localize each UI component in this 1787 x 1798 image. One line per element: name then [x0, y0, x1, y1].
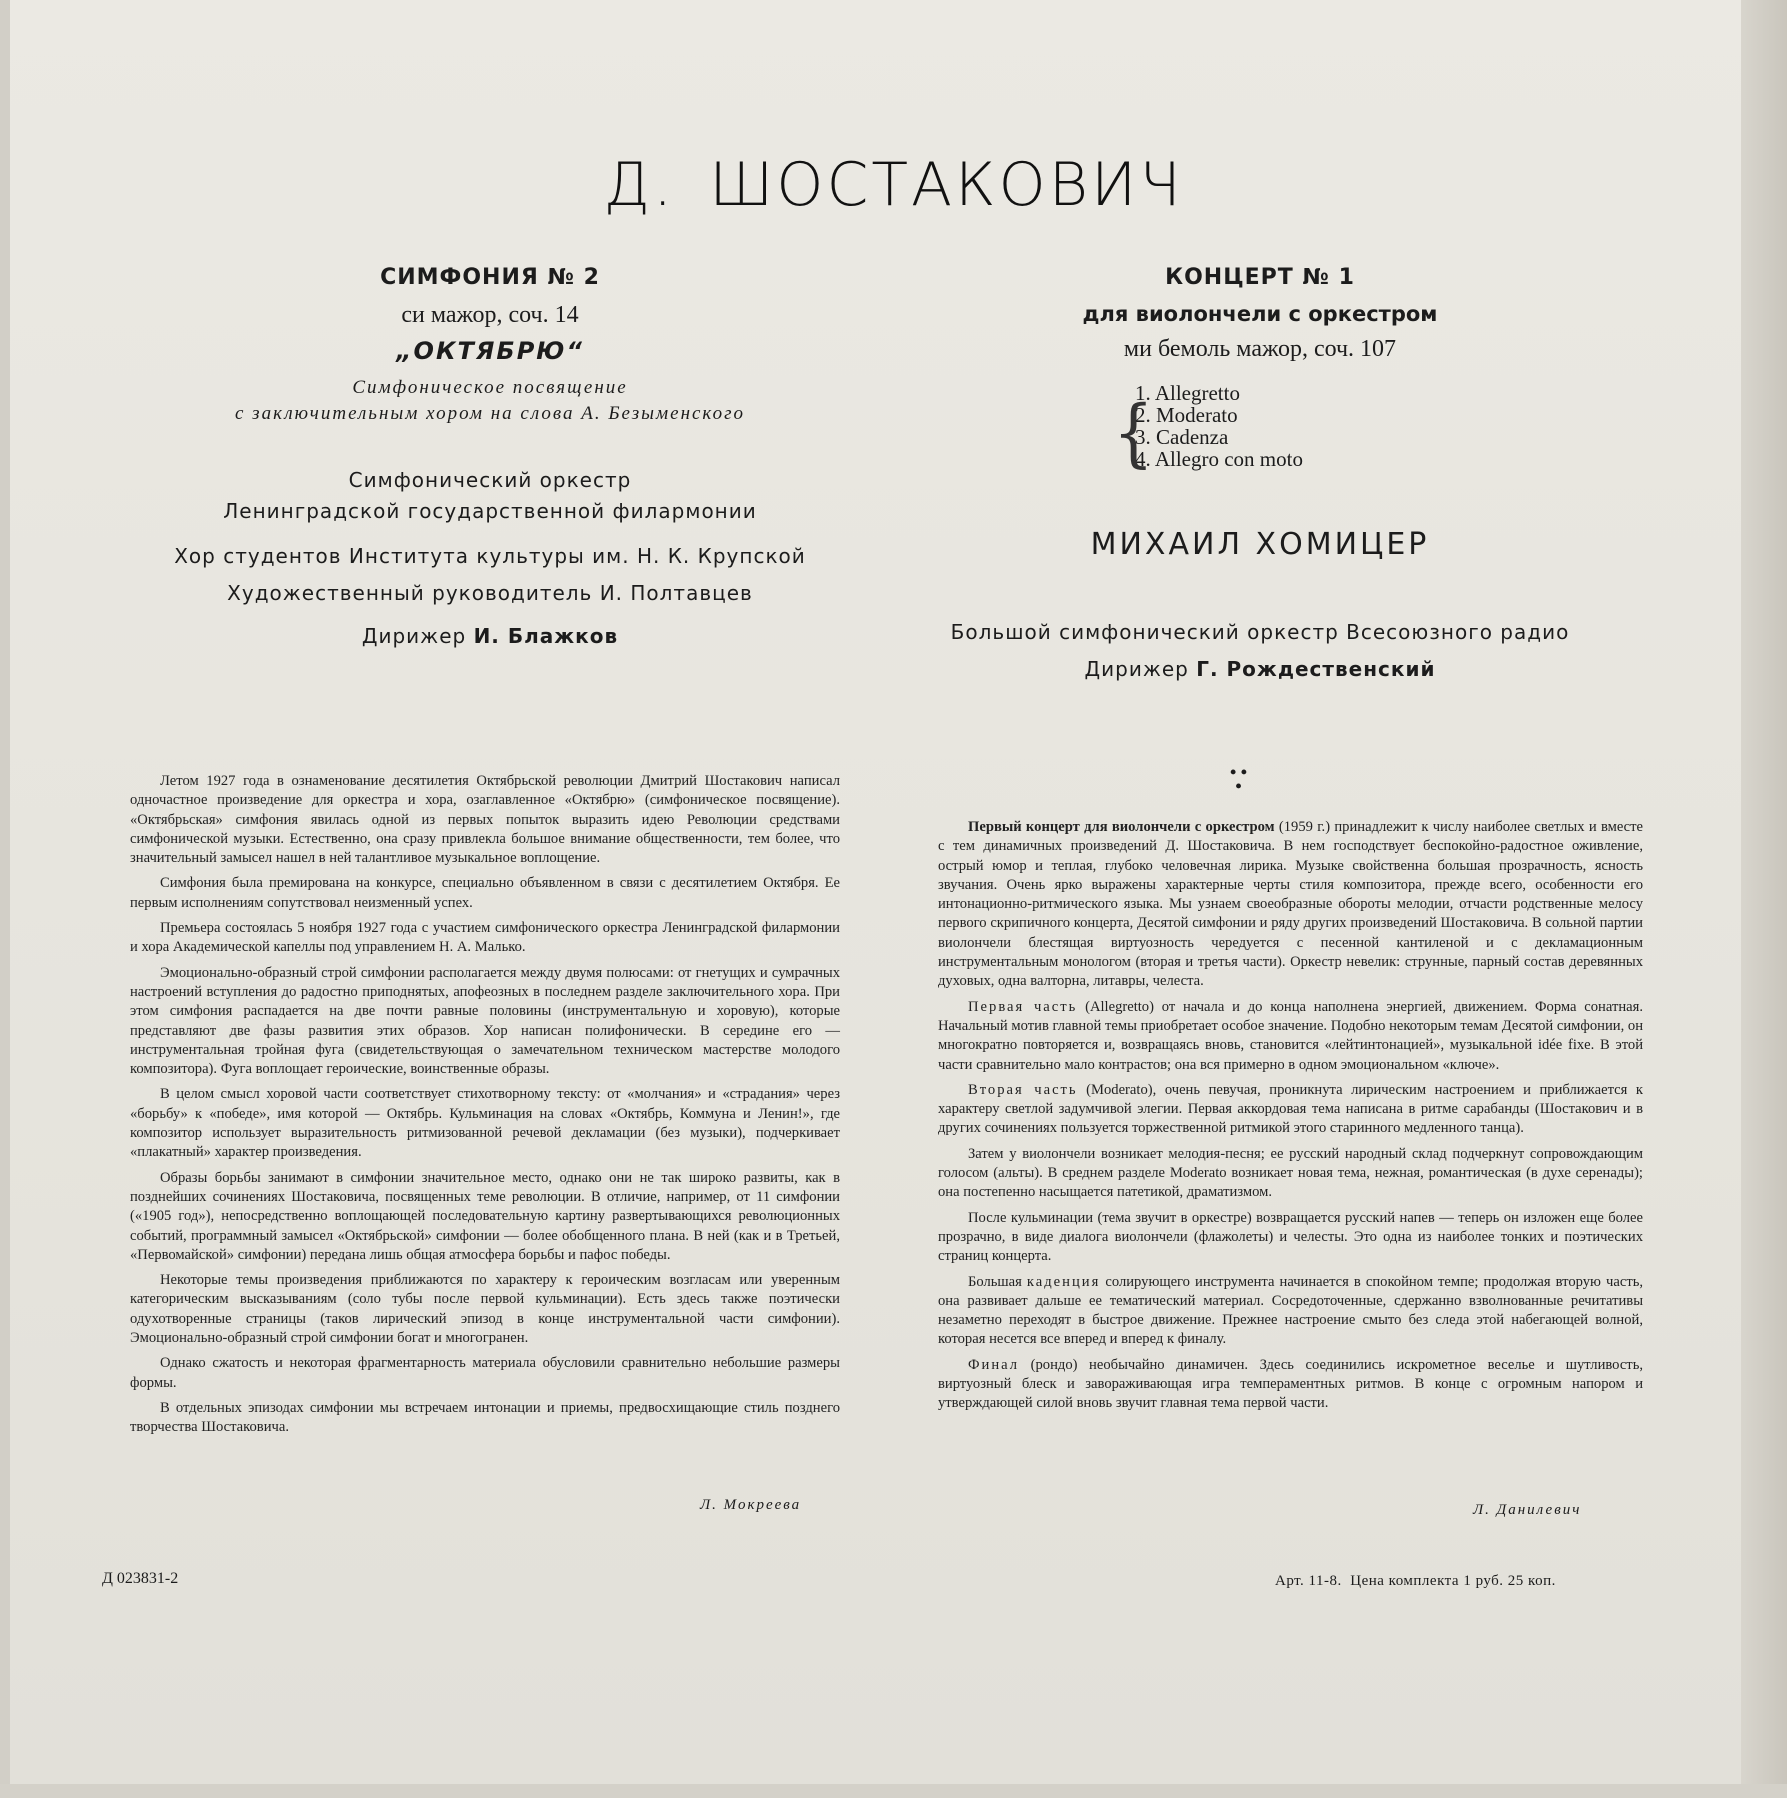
notes-paragraph [938, 1081, 1643, 1139]
notes-paragraph: Эмоционально-образный строй симфонии располагается между двумя полюсами: от гнетущих и сумрачных настроений вступления до радостно приподнятых, апофеозных в последнем разделе заключительного хора. При этом симфония распадается на две почти равные половины (инструментальную и хоровую), которые представляют две фазы развития этих образов. Хор написан полифонически. В середине его — инструментальная тройная фуга (свидетельствующая о замечательном техническом мастерстве молодого композитора). Фуга воплощает героические, воинственные образы. [130, 964, 840, 1078]
ornament-separator: • • • [1230, 762, 1248, 796]
notes-paragraph [938, 998, 1643, 1075]
notes-text: Большая [968, 1273, 1027, 1290]
price-line: Арт. 11-8. Цена комплекта 1 руб. 25 коп. [1275, 1573, 1556, 1589]
concerto-title: КОНЦЕРТ № 1 [1165, 265, 1355, 290]
symphony-notes [130, 772, 840, 1444]
sleeve-right-edge [1741, 0, 1787, 1798]
symphony-description-2: с заключительным хором на слова А. Безыменского [234, 403, 745, 424]
movement-item: 4. Allegro con moto [1135, 447, 1303, 471]
concerto-credits [900, 617, 1620, 685]
notes-paragraph: Премьера состоялась 5 ноября 1927 года с участием симфонического оркестра Ленинградской филармонии и хора Академической капеллы под управлением Н. А. Малько. [130, 920, 840, 956]
symphony-key: си мажор, соч. 14 [401, 302, 579, 328]
notes-paragraph: В целом смысл хоровой части соответствует стихотворному тексту: от «молчания» и «страдания» через «борьбу» к «победе», имя которой — Октябрь. Кульминация на словах «Октябрь, Коммуна и Ленин!», где композитор использует выразительность ритмизованной речевой декламации (без музыки), подчеркивает «плакатный» характер произведения. [130, 1086, 840, 1161]
notes-lead: Первый концерт для виолончели с оркестром [968, 819, 1275, 835]
symphony-title: СИМФОНИЯ № 2 [380, 265, 600, 290]
notes-lead: Вторая часть [968, 1081, 1078, 1098]
notes-lead: каденция [1026, 1273, 1101, 1290]
notes-paragraph: Некоторые темы произведения приближаются по характеру к героическим возгласам или уверенным категорическим высказываниям (соло тубы после первой кульминации). Есть здесь также поэтически одухотворенные страницы (таков лирический эпизод в конце инструментальной части симфонии). Эмоционально-образный строй симфонии богат и многогранен. [130, 1272, 840, 1347]
composer-name: ШОСТАКОВИЧ [709, 150, 1184, 220]
sleeve-left-edge [0, 0, 10, 1798]
concerto-notes-signature: Л. Данилевич [1473, 1502, 1582, 1518]
concerto-notes [938, 818, 1643, 1420]
movement-item: 1. Allegretto [1135, 381, 1240, 405]
concerto-key: ми бемоль мажор, соч. 107 [1123, 336, 1397, 362]
concerto-movements [1113, 381, 1303, 477]
notes-lead: Финал [968, 1356, 1020, 1373]
concerto-conductor-label: Дирижер [1084, 657, 1189, 681]
movement-item: 2. Moderato [1135, 403, 1238, 427]
notes-paragraph: Образы борьбы занимают в симфонии значительное место, однако они не так широко развиты, как в позднейших сочинениях Шостаковича, посвященных теме революции. В отличие, например, от 11 симфонии («1905 год»), непосредственно воплощающей последовательную картину развертывающихся революционных событий, программный замысел «Октябрьской» симфонии — более обобщенного плана. В ней (как и в Третьей, «Первомайской» симфонии) передана лишь общая атмосфера борьбы и пафос победы. [130, 1169, 840, 1263]
notes-paragraph: В отдельных эпизодах симфонии мы встречаем интонации и приемы, предвосхищающие стиль позднего творчества Шостаковича. [130, 1399, 840, 1436]
notes-text: (рондо) необычайно динамичен. Здесь соединились искрометное веселье и шутливость, виртуозный блеск и завораживающая игра темпераментных ритмов. В конце с огромным напором и утверждающей силой вновь звучит главная тема первой части. [938, 1356, 1643, 1412]
notes-text: (Moderato), очень певучая, проникнута лирическим настроением и приближается к характеру светлой задумчивой элегии. Первая аккордовая тема написана в ритме сарабанды (Шостакович и в других сочинениях пользуется торжественной ритмикой этого старинного медленного танца). [938, 1081, 1643, 1137]
symphony-description-1: Симфоническое посвящение [352, 377, 628, 398]
notes-paragraph [938, 818, 1643, 992]
concerto-orchestra: Большой симфонический оркестр Всесоюзного радио [950, 620, 1570, 644]
movement-item: 3. Cadenza [1135, 425, 1229, 449]
notes-text: (Allegretto) от начала и до конца наполнена энергией, движением. Форма сонатная. Начальный мотив главной темы приобретает особое значение. Подобно некоторым темам Десятой симфонии, он многократно повторяется и, возвращаясь вновь, становится «лейтинтонацией», музыкальной idée fixe. В этой части сравнительно мало контрастов; она вся примерно в одном эмоциональном «ключе». [938, 998, 1643, 1073]
symphony-dedication: „ОКТЯБРЮ“ [396, 337, 584, 365]
notes-paragraph: Затем у виолончели возникает мелодия-песня; ее русский народный склад подчеркнут сопровождающим голосом (альты). В среднем разделе Moderato возникает новая тема, нежная, романтическая (в духе серенады); она постепенно насыщается патетикой, драматизмом. [938, 1145, 1643, 1201]
notes-text: (1959 г.) принадлежит к числу наиболее светлых и вместе с тем динамичных произведений Д. Шостаковича. В нем господствует беспокойно-радостное оживление, острый юмор и теплая, глубоко человечная лирика. Музыке свойственна большая прозрачность, ясность звучания. Очень ярко выражены характерные черты стиля композитора, прежде всего, особенности его интонационно-ритмического языка. Мы узнаем своеобразные обороты мелодии, отчасти родственные мелосу первого скрипичного концерта, Десятой симфонии и ряду других произведений Шостаковича. В сольной партии виолончели блестящая виртуозность чередуется с песенной кантиленой и с декламационным инструментальным монологом (вторая и третья части). Оркестр невелик: струнные, парный состав деревянных духовых, одна валторна, литавры, челеста. [938, 819, 1643, 990]
symphony-choir: Хор студентов Института культуры им. Н. К. Крупской [174, 544, 806, 568]
notes-text: солирующего инструмента начинается в спокойном темпе; продолжая вторую часть, она развивает дальше ее тематический материал. Сосредоточенные, сдержанно взволнованные речитативы незаметно переходят в быстрое движение. Прежнее настроение смыто без следа этой набегающей волной, которая несется все вперед и вперед к финалу. [938, 1273, 1643, 1348]
notes-paragraph: Симфония была премирована на конкурсе, специально объявленном в связи с десятилетием Октября. Ее первым исполнениям сопутствовал неизменный успех. [130, 875, 840, 911]
notes-paragraph: Однако сжатость и некоторая фрагментарность материала обусловили сравнительно небольшие размеры формы. [130, 1355, 840, 1391]
notes-lead: Первая часть [968, 998, 1078, 1015]
brace-icon: { [1113, 391, 1154, 477]
composer-initial: Д. [603, 150, 676, 220]
catalog-number: Д 023831-2 [102, 1570, 179, 1587]
symphony-notes-signature: Л. Мокреева [700, 1497, 802, 1513]
concerto-soloist: МИХАИЛ ХОМИЦЕР [1090, 527, 1430, 562]
composer-title [0, 150, 1787, 220]
sleeve-bottom-edge [0, 1784, 1787, 1798]
concerto-conductor [900, 654, 1620, 685]
concerto-conductor-name: Г. Рождественский [1196, 657, 1436, 681]
notes-paragraph [938, 1273, 1643, 1350]
symphony-section [130, 265, 850, 652]
notes-paragraph: После кульминации (тема звучит в оркестре) возвращается русский напев — теперь он изложен еще более прозрачно, в виде диалога виолончели (флажолеты) и челесты. Это одна из наиболее тонких и поэтических страниц концерта. [938, 1209, 1643, 1265]
symphony-conductor-label: Дирижер [361, 624, 467, 648]
symphony-conductor [130, 621, 850, 652]
notes-paragraph: Летом 1927 года в ознаменование десятилетия Октябрьской революции Дмитрий Шостакович написал одночастное произведение для оркестра и хора, озаглавленное «Октябрю» (симфоническое посвящение). «Октябрьская» симфония явилась одной из первых попыток выразить идею Революции средствами симфонической музыки. Естественно, она сразу привлекла большое внимание общественности, тем более, что значительный замысел нашел в ней талантливое музыкальное воплощение. [130, 773, 840, 867]
symphony-conductor-name: И. Блажков [473, 624, 619, 648]
notes-paragraph [938, 1356, 1643, 1414]
symphony-orchestra-2: Ленинградской государственной филармонии [223, 499, 757, 523]
concerto-subtitle: для виолончели с оркестром [1082, 302, 1438, 326]
concerto-section [900, 265, 1620, 371]
symphony-choir-director: Художественный руководитель И. Полтавцев [227, 581, 753, 605]
symphony-orchestra-1: Симфонический оркестр [348, 468, 632, 492]
